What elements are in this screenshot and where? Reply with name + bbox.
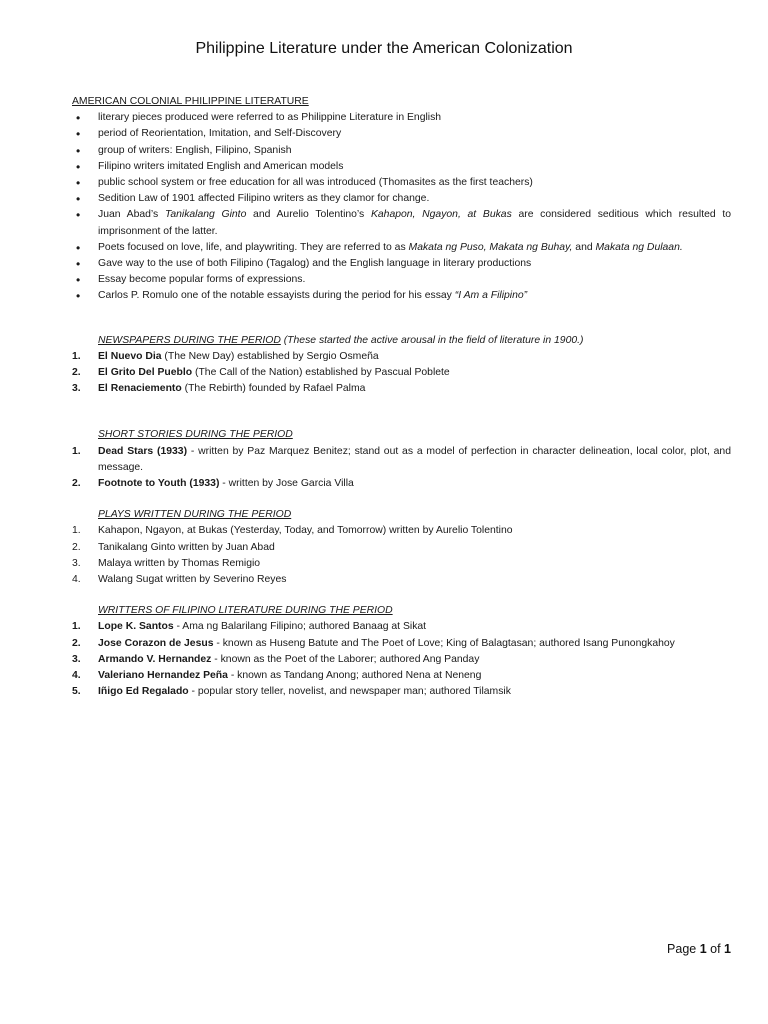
list-item: 2. Jose Corazon de Jesus - known as Huseng Batute and The Poet of Love; King of Balagtasan; authored Isang Punongkahoy [72,637,675,649]
list-item: • literary pieces produced were referred to as Philippine Literature in English [72,110,731,126]
page-title: Philippine Literature under the American Colonization [195,40,573,57]
writers-section [72,603,731,619]
list-item: 1. El Nuevo Dia (The New Day) established by Sergio Osmeña [72,350,379,362]
short-stories-section [72,427,731,443]
list-item: 3. Malaya written by Thomas Remigio [72,557,261,569]
list-item: 1. Dead Stars (1933) - written by Paz Marquez Benitez; stand out as a model of perfection in character delineation, local color, plot, and message. [72,445,731,473]
list-item: • Poets focused on love, life, and playwriting. They are referred to as Makata ng Puso, Makata ng Buhay, and Makata ng Dulaan. [72,240,731,256]
list-item: • Carlos P. Romulo one of the notable essayists during the period for his essay “I Am a Filipino” [72,288,731,304]
list-item: 4. Walang Sugat written by Severino Reyes [72,574,287,586]
section-heading-short-stories: SHORT STORIES DURING THE PERIOD [98,429,293,441]
list-item: 2. Tanikalang Ginto written by Juan Abad [72,541,275,553]
list-item: 3. Armando V. Hernandez - known as the Poet of the Laborer; authored Ang Panday [72,653,480,665]
newspapers-list [72,349,731,398]
list-item: • public school system or free education for all was introduced (Thomasites as the first teachers) [72,175,731,191]
plays-section [72,507,731,523]
list-item: • Essay become popular forms of expressions. [72,272,731,288]
list-item: • Gave way to the use of both Filipino (Tagalog) and the English language in literary productions [72,256,731,272]
page-number: Page 1 of 1 [667,942,731,956]
list-item: • Juan Abad’s Tanikalang Ginto and Aurelio Tolentino’s Kahapon, Ngayon, at Bukas are considered seditious which resulted to imprisonment of the latter. [72,207,731,239]
section-note: (These started the active arousal in the field of literature in 1900.) [283,334,584,346]
list-item: 3. El Renaciemento (The Rebirth) founded by Rafael Palma [72,383,366,395]
section-heading-newspapers: NEWSPAPERS DURING THE PERIOD [98,334,281,346]
list-item: • Sedition Law of 1901 affected Filipino writers as they clamor for change. [72,191,731,207]
section-heading-american-colonial: AMERICAN COLONIAL PHILIPPINE LITERATURE [72,96,309,107]
bullet-list [72,110,731,304]
short-stories-list [72,444,731,493]
list-item: • period of Reorientation, Imitation, and Self-Discovery [72,126,731,142]
list-item: 5. Iñigo Ed Regalado - popular story teller, novelist, and newspaper man; authored Tilamsik [72,686,511,698]
list-item: 2. Footnote to Youth (1933) - written by Jose Garcia Villa [72,478,354,490]
list-item: • group of writers: English, Filipino, Spanish [72,143,731,159]
newspapers-section [72,333,731,349]
plays-list [72,523,731,588]
section-heading-writers: WRITTERS OF FILIPINO LITERATURE DURING THE PERIOD [98,605,393,617]
list-item: • Filipino writers imitated English and American models [72,159,731,175]
document-body [72,94,731,701]
writers-list [72,619,731,700]
list-item: 2. El Grito Del Pueblo (The Call of the Nation) established by Pascual Poblete [72,367,450,379]
list-item: 1. Lope K. Santos - Ama ng Balarilang Filipino; authored Banaag at Sikat [72,621,427,633]
section-heading-plays: PLAYS WRITTEN DURING THE PERIOD [98,509,292,521]
list-item: 1. Kahapon, Ngayon, at Bukas (Yesterday, Today, and Tomorrow) written by Aurelio Tolentino [72,525,513,537]
list-item: 4. Valeriano Hernandez Peña - known as Tandang Anong; authored Nena at Neneng [72,670,482,682]
